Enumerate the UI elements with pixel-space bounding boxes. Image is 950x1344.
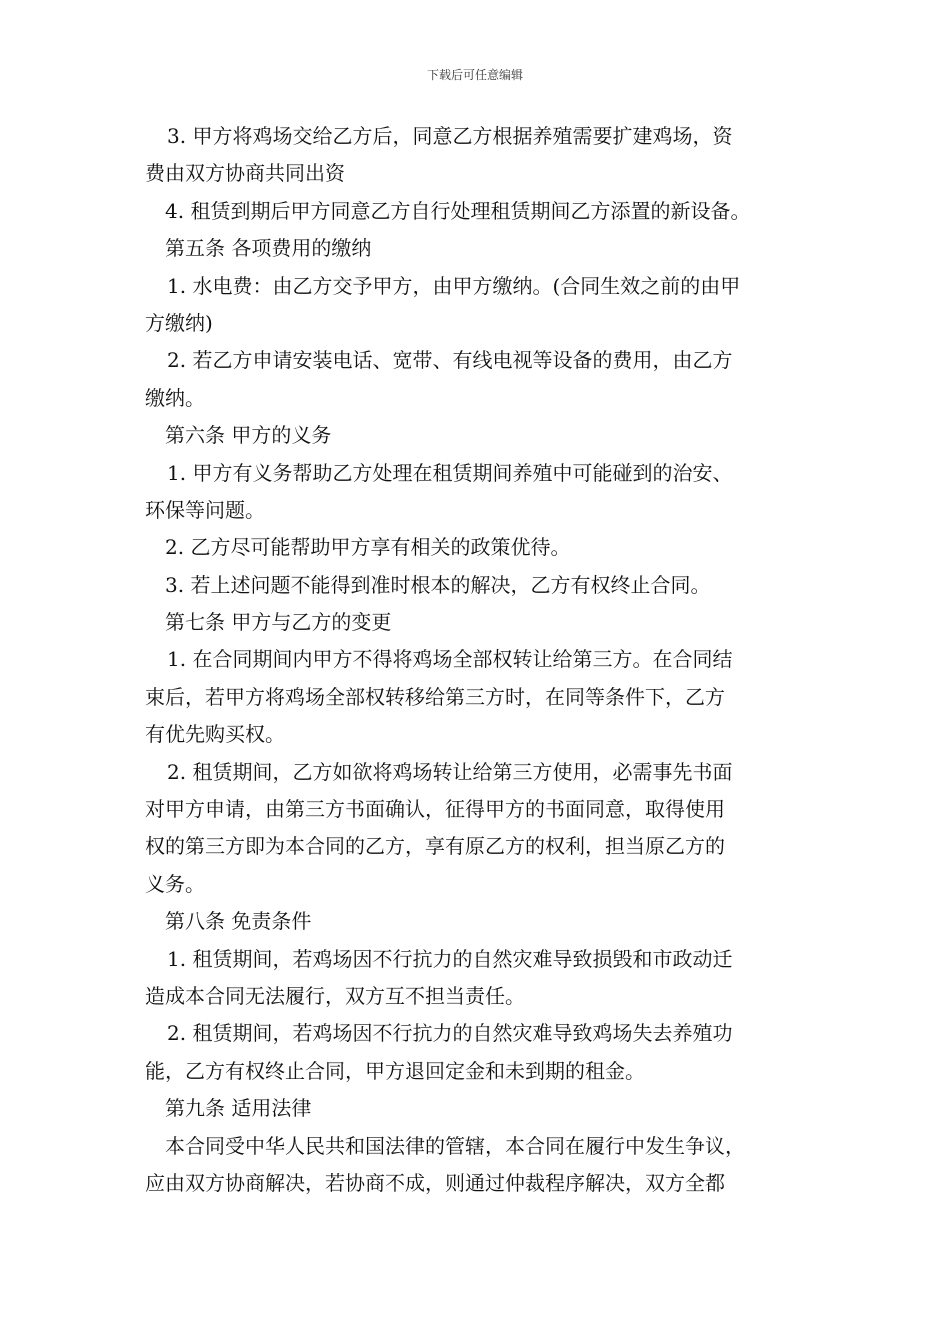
text-line: 4. 租赁到期后甲方同意乙方自行处理租赁期间乙方添置的新设备。 — [165, 198, 751, 223]
text-line: 对甲方申请，由第三方书面确认，征得甲方的书面同意，取得使用 — [145, 797, 725, 822]
text-line: 第九条 适用法律 — [165, 1096, 312, 1121]
text-line: 缴纳。 — [145, 385, 205, 410]
text-line: 第八条 免责条件 — [165, 909, 312, 934]
text-line: 3. 甲方将鸡场交给乙方后，同意乙方根据养殖需要扩建鸡场，资 — [167, 124, 733, 148]
text-line: 环保等问题。 — [145, 497, 265, 522]
text-line: 有优先购买权。 — [145, 722, 285, 747]
text-line: 3. 若上述问题不能得到准时根本的解决，乙方有权终止合同。 — [165, 572, 711, 597]
text-line: 费由双方协商共同出资 — [145, 161, 345, 186]
text-line: 2. 租赁期间，若鸡场因不行抗力的自然灾难导致鸡场失去养殖功 — [167, 1021, 733, 1046]
document-body — [145, 118, 810, 1202]
text-line: 2. 租赁期间，乙方如欲将鸡场转让给第三方使用，必需事先书面 — [167, 759, 733, 784]
text-line: 第五条 各项费用的缴纳 — [165, 236, 372, 261]
text-line: 义务。 — [145, 871, 205, 896]
text-line: 应由双方协商解决，若协商不成，则通过仲裁程序解决，双方全都 — [145, 1170, 725, 1195]
text-line: 1. 租赁期间，若鸡场因不行抗力的自然灾难导致损毁和市政动迁 — [167, 946, 733, 971]
text-line: 第六条 甲方的义务 — [165, 423, 332, 448]
text-line: 1. 甲方有义务帮助乙方处理在租赁期间养殖中可能碰到的治安、 — [167, 460, 733, 485]
text-line: 造成本合同无法履行，双方互不担当责任。 — [145, 983, 525, 1008]
text-line: 1. 在合同期间内甲方不得将鸡场全部权转让给第三方。在合同结 — [167, 647, 733, 672]
text-line: 能，乙方有权终止合同，甲方退回定金和未到期的租金。 — [145, 1058, 645, 1083]
text-line: 2. 乙方尽可能帮助甲方享有相关的政策优待。 — [165, 535, 571, 560]
text-line: 权的第三方即为本合同的乙方，享有原乙方的权利，担当原乙方的 — [145, 834, 725, 859]
page-header-note: 下载后可任意编辑 — [426, 68, 523, 82]
text-line: 方缴纳) — [145, 310, 213, 335]
text-line: 2. 若乙方申请安装电话、宽带、有线电视等设备的费用，由乙方 — [167, 348, 733, 373]
text-line: 1. 水电费：由乙方交予甲方，由甲方缴纳。(合同生效之前的由甲 — [167, 273, 741, 298]
text-line: 束后，若甲方将鸡场全部权转移给第三方时，在同等条件下，乙方 — [145, 684, 725, 709]
text-line: 第七条 甲方与乙方的变更 — [165, 610, 392, 635]
text-line: 本合同受中华人民共和国法律的管辖，本合同在履行中发生争议， — [165, 1133, 745, 1158]
